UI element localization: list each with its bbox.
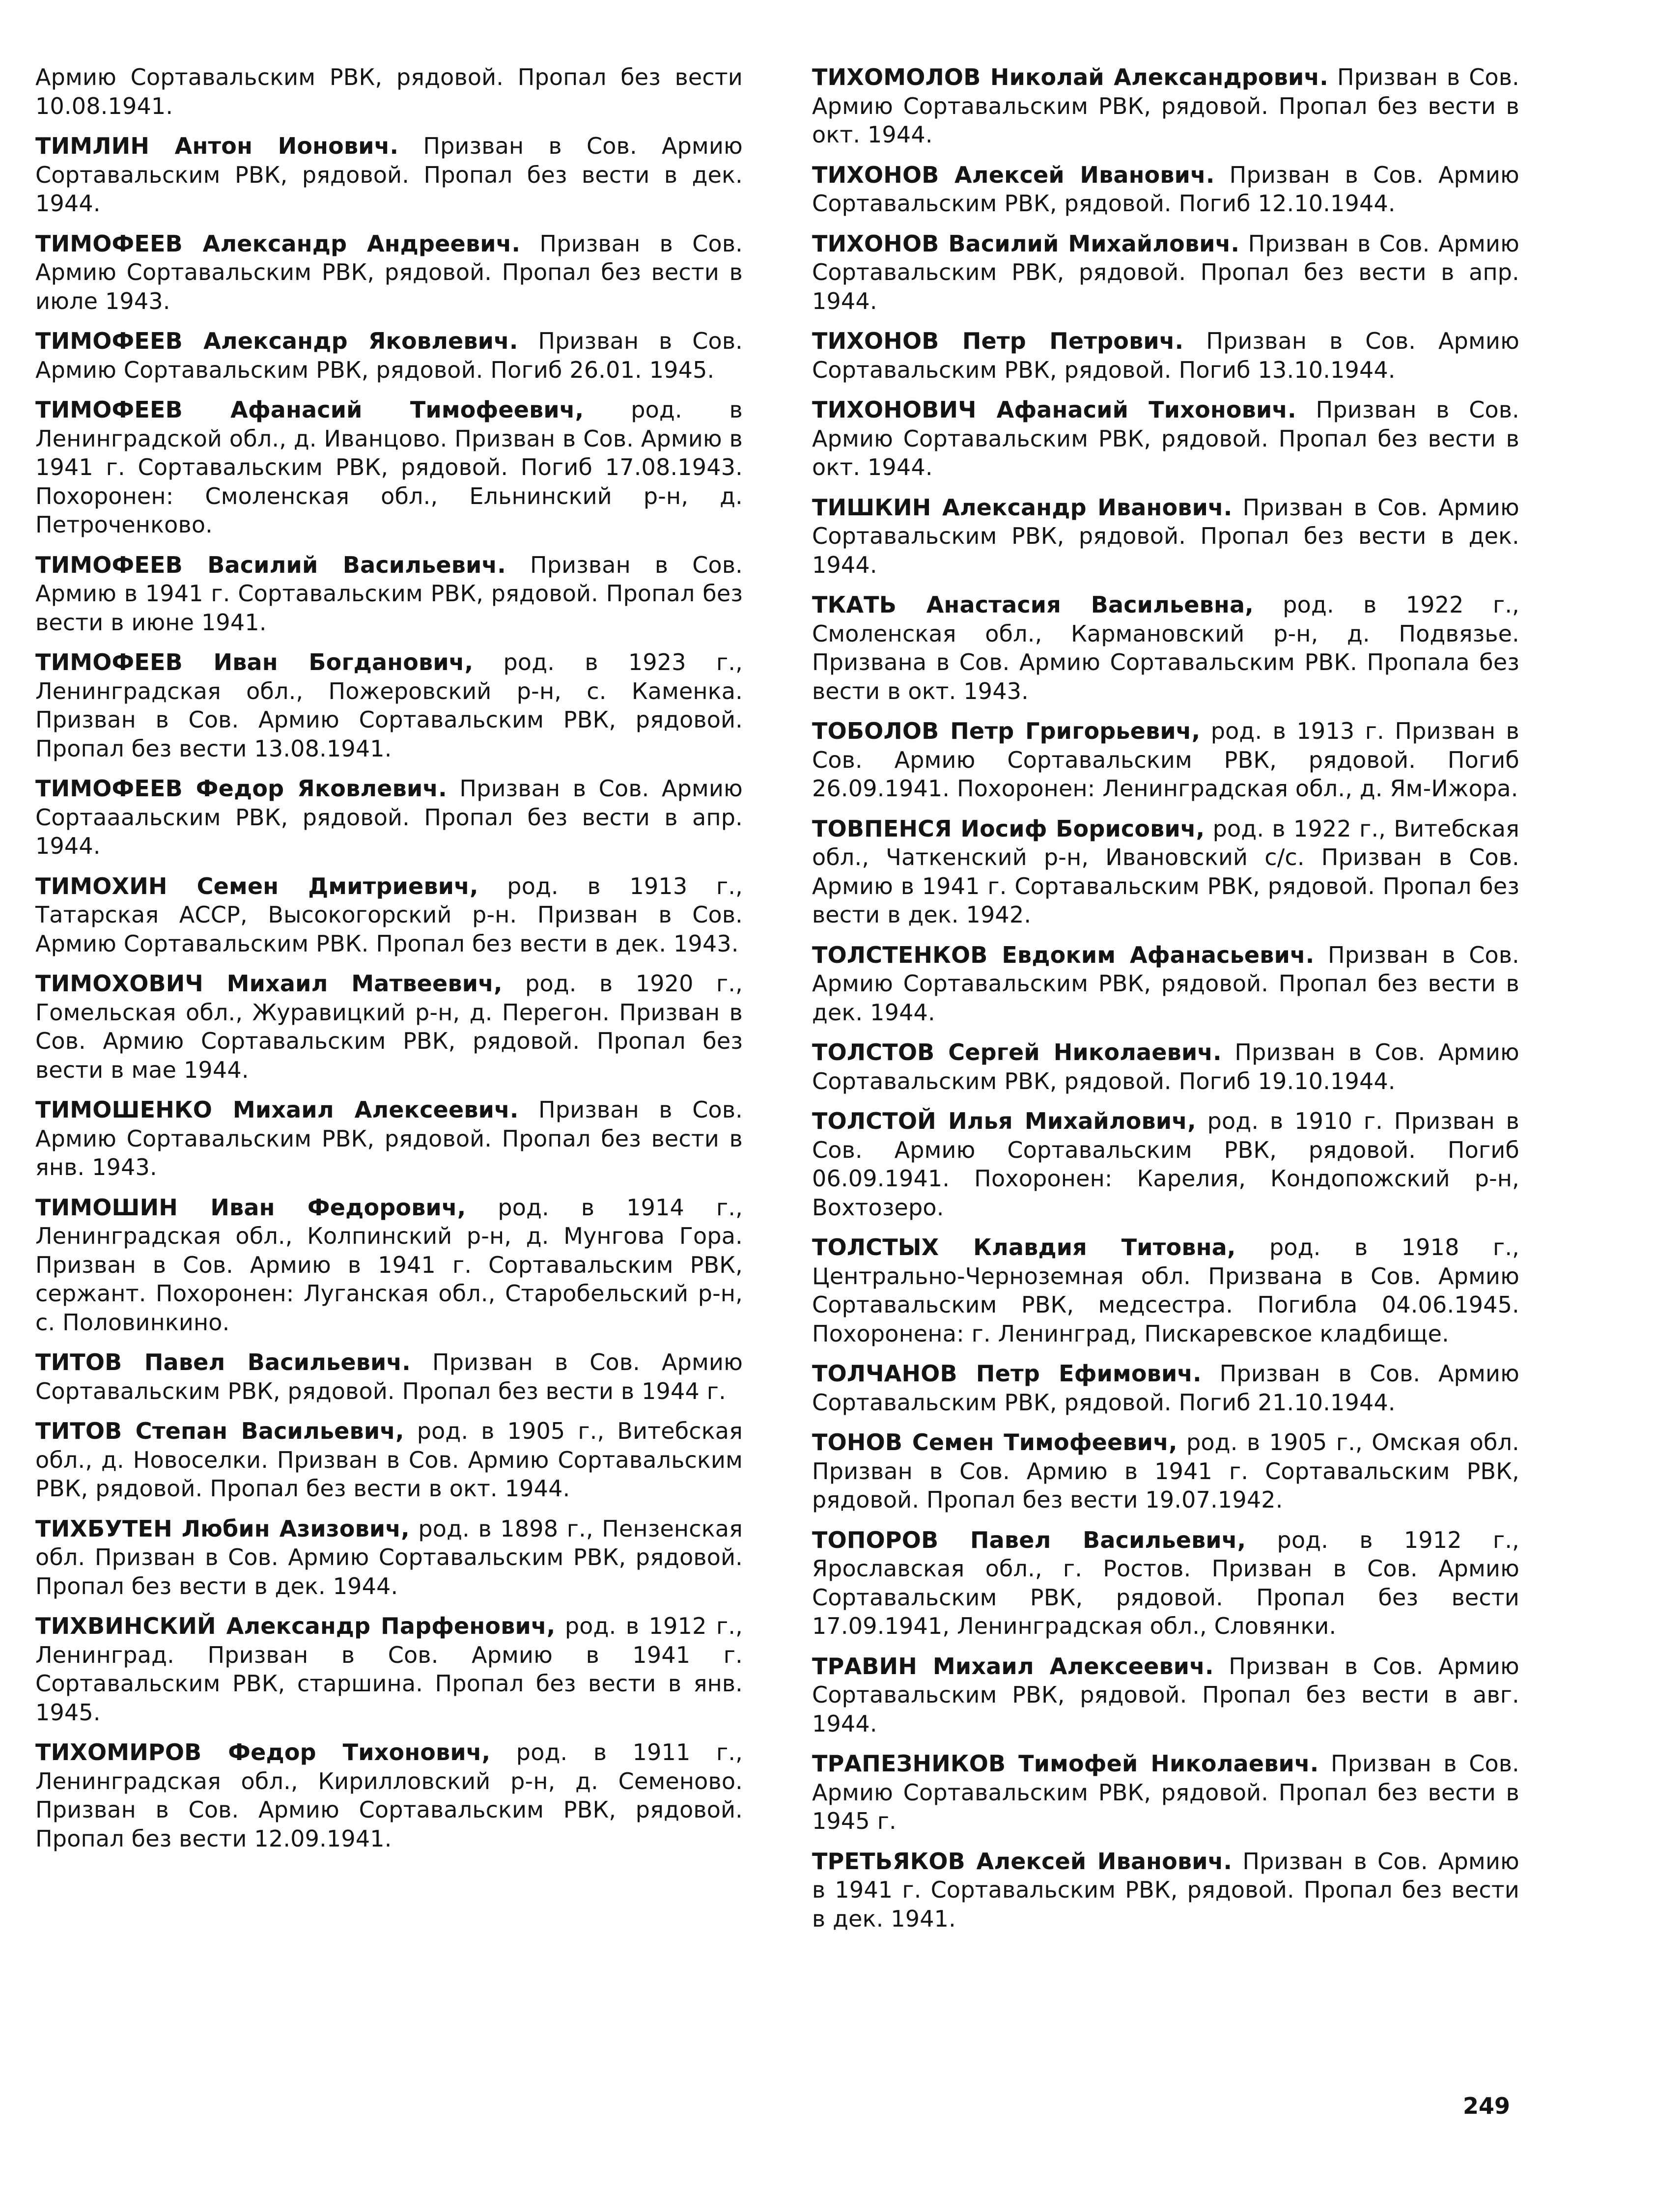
entry-text: Призван в Сов. Армию в 1941 г. Сортавальским РВК, рядовой. Пропал без вести в июне 1941. bbox=[35, 551, 743, 636]
entry-name: ТИШКИН Александр Иванович. bbox=[812, 494, 1233, 521]
entry-text: Призван в Сов. Армию Сортавальским РВК, рядовой. Пропал без вести в дек. 1944. bbox=[35, 133, 743, 217]
entry-text: Призван в Сов. Армию Сортавальским РВК, рядовой. Погиб 21.10.1944. bbox=[812, 1360, 1519, 1416]
entry-name: ТИТОВ Павел Васильевич. bbox=[35, 1349, 411, 1375]
entry bbox=[812, 1233, 1519, 1348]
entry-name: ТИМОХИН Семен Дмитриевич, bbox=[35, 872, 478, 899]
entry bbox=[35, 648, 743, 763]
entry bbox=[812, 493, 1519, 580]
entry-name: ТИМЛИН Антон Ионович. bbox=[35, 133, 399, 159]
entry bbox=[35, 1095, 743, 1182]
entry bbox=[812, 814, 1519, 929]
entry-name: ТОЛСТЫХ Клавдия Титовна, bbox=[812, 1234, 1236, 1260]
entry-name: ТИМОФЕЕВ Александр Андреевич. bbox=[35, 230, 521, 257]
entry-name: ТОЛСТЕНКОВ Евдоким Афанасьевич. bbox=[812, 941, 1315, 968]
entry bbox=[35, 63, 743, 120]
entry-name: ТОПОРОВ Павел Васильевич, bbox=[812, 1526, 1246, 1553]
entry bbox=[35, 872, 743, 958]
entry bbox=[35, 1348, 743, 1405]
entry-text: род. в 1912 г., Ярославская обл., г. Ростов. Призван в Сов. Армию Сортавальским РВК, рядовой. Пропал без вести 17.09.1941, Ленинградская обл., Словянки. bbox=[812, 1526, 1519, 1639]
entry-name: ТКАТЬ Анастасия Васильевна, bbox=[812, 591, 1254, 618]
entry bbox=[812, 717, 1519, 803]
right-column bbox=[812, 63, 1519, 1944]
entry bbox=[812, 1038, 1519, 1095]
entry-name: ТРАВИН Михаил Алексеевич. bbox=[812, 1652, 1214, 1680]
entry-name: ТОЛСТОВ Сергей Николаевич. bbox=[812, 1039, 1222, 1065]
entry-name: ТРЕТЬЯКОВ Алексей Иванович. bbox=[812, 1848, 1233, 1875]
entry-text: род. в 1913 г. Призван в Сов. Армию Сортавальским РВК, рядовой. Погиб 26.09.1941. Похоронен: Ленинградская обл., д. Ям-Ижора. bbox=[812, 718, 1519, 802]
entry-name: ТОЛЧАНОВ Петр Ефимович. bbox=[812, 1360, 1202, 1387]
entry-text: род. в 1920 г., Гомельская обл., Журавицкий р-н, д. Перегон. Призван в Сов. Армию Сортавальским РВК, рядовой. Пропал без вести в мае 1944. bbox=[35, 970, 743, 1083]
entry bbox=[35, 969, 743, 1084]
entry-text: род. в 1910 г. Призван в Сов. Армию Сортавальским РВК, рядовой. Погиб 06.09.1941. Похоронен: Карелия, Кондопожский р-н, Вохтозеро. bbox=[812, 1108, 1519, 1221]
entry-text: Призван в Сов. Армию Сортааальским РВК, рядовой. Пропал без вести в апр. 1944. bbox=[35, 775, 743, 859]
entry-text: Призван в Сов. Армию Сортавальским РВК, рядовой. Пропал без вести в дек. 1944. bbox=[812, 494, 1519, 578]
entry-text: род. в 1905 г., Омская обл. Призван в Сов. Армию в 1941 г. Сортавальским РВК, рядовой. Пропал без вести 19.07.1942. bbox=[812, 1429, 1519, 1513]
entry-name: ТИХВИНСКИЙ Александр Парфенович, bbox=[35, 1613, 556, 1639]
entry bbox=[35, 229, 743, 316]
entry-name: ТРАПЕЗНИКОВ Тимофей Николаевич. bbox=[812, 1750, 1319, 1777]
entry-name: ТИМОХОВИЧ Михаил Матвеевич, bbox=[35, 970, 503, 997]
entry-name: ТИТОВ Степан Васильевич, bbox=[35, 1418, 404, 1444]
entry-text: Призван в Сов. Армию Сортавальским РВК, рядовой. Пропал без вести в янв. 1943. bbox=[35, 1096, 743, 1180]
entry bbox=[812, 1749, 1519, 1836]
entry bbox=[35, 1738, 743, 1853]
entry bbox=[812, 1526, 1519, 1641]
entry-text: род. в 1912 г., Ленинград. Призван в Сов. Армию в 1941 г. Сортавальским РВК, старшина. Пропал без вести в янв. 1945. bbox=[35, 1613, 743, 1726]
entry-name: ТОВПЕНСЯ Иосиф Борисович, bbox=[812, 815, 1205, 842]
entry-name: ТИМОФЕЕВ Афанасий Тимофеевич, bbox=[35, 396, 584, 423]
entry bbox=[35, 395, 743, 539]
entry bbox=[35, 551, 743, 637]
entry-text: род. в 1918 г., Центрально-Черноземная обл. Призвана в Сов. Армию Сортавальским РВК, медсестра. Погибла 04.06.1945. Похоронена: г. Ленинград, Пискаревское кладбище. bbox=[812, 1234, 1519, 1347]
entry bbox=[812, 63, 1519, 149]
entry bbox=[35, 1417, 743, 1503]
entry-name: ТИМОШЕНКО Михаил Алексеевич. bbox=[35, 1096, 519, 1123]
entry-text: Призван в Сов. Армию Сортавальским РВК, рядовой. Пропал без вести в авг. 1944. bbox=[812, 1652, 1519, 1737]
entry-text: Призван в Сов. Армию Сортавальским РВК, рядовой. Погиб 26.01. 1945. bbox=[35, 328, 743, 383]
entry-text: Армию Сортавальским РВК, рядовой. Пропал без вести 10.08.1941. bbox=[35, 64, 743, 119]
entry-name: ТИХОНОВ Алексей Иванович. bbox=[812, 161, 1215, 188]
entry-name: ТИХОНОВ Василий Михайлович. bbox=[812, 230, 1240, 257]
entry bbox=[812, 590, 1519, 705]
entry bbox=[35, 1514, 743, 1601]
entry-text: Призван в Сов. Армию в 1941 г. Сортавальским РВК, рядовой. Пропал без вести в дек. 1941. bbox=[812, 1848, 1519, 1932]
entry bbox=[812, 1847, 1519, 1933]
entry-text: род. в 1922 г., Витебская обл., Чаткенский р-н, Ивановский с/с. Призван в Сов. Армию в 1941 г. Сортавальским РВК, рядовой. Пропал без вести в дек. 1942. bbox=[812, 815, 1519, 928]
entry-name: ТИМОФЕЕВ Федор Яковлевич. bbox=[35, 775, 447, 802]
entry bbox=[35, 327, 743, 384]
entry-name: ТИХБУТЕН Любин Азизович, bbox=[35, 1515, 410, 1542]
entry-name: ТОБОЛОВ Петр Григорьевич, bbox=[812, 718, 1201, 744]
entry bbox=[35, 1612, 743, 1727]
entry-text: Призван в Сов. Армию Сортавальским РВК, рядовой. Пропал без вести в 1944 г. bbox=[35, 1349, 743, 1404]
entry-text: род. в 1898 г., Пензенская обл. Призван в Сов. Армию Сортавальским РВК, рядовой. Пропал без вести в дек. 1944. bbox=[35, 1515, 743, 1599]
entry-name: ТОЛСТОЙ Илья Михайлович, bbox=[812, 1108, 1196, 1134]
entry-text: род. в 1913 г., Татарская АССР, Высокогорский р-н. Призван в Сов. Армию Сортавальским РВК. Пропал без вести в дек. 1943. bbox=[35, 872, 743, 957]
entry-text: род. в 1922 г., Смоленская обл., Кармановский р-н, д. Подвязье. Призвана в Сов. Армию Сортавальским РВК. Пропала без вести в окт. 1943. bbox=[812, 591, 1519, 704]
entry-text: Призван в Сов. Армию Сортавальским РВК, рядовой. Пропал без вести в окт. 1944. bbox=[812, 64, 1519, 148]
entry-text: Призван в Сов. Армию Сортавальским РВК, рядовой. Пропал без вести в дек. 1944. bbox=[812, 941, 1519, 1026]
entry bbox=[812, 1652, 1519, 1738]
entry-text: род. в 1914 г., Ленинградская обл., Колпинский р-н, д. Мунгова Гора. Призван в Сов. Армию в 1941 г. Сортавальским РВК, сержант. Похоронен: Луганская обл., Старобельский р-н, с. Половинкино. bbox=[35, 1194, 743, 1336]
entry-text: Призван в Сов. Армию Сортавальским РВК, рядовой. Погиб 12.10.1944. bbox=[812, 161, 1519, 217]
entry bbox=[812, 161, 1519, 218]
page-number: 249 bbox=[1463, 2093, 1511, 2119]
entry bbox=[35, 774, 743, 861]
entry-text: Призван в Сов. Армию Сортавальским РВК, рядовой. Пропал без вести в окт. 1944. bbox=[812, 396, 1519, 480]
entry-text: Призван в Сов. Армию Сортавальским РВК, рядовой. Погиб 13.10.1944. bbox=[812, 328, 1519, 383]
entry-text: Призван в Сов. Армию Сортавальским РВК, рядовой. Пропал без вести в апр. 1944. bbox=[812, 230, 1519, 314]
entry bbox=[812, 327, 1519, 384]
entry bbox=[812, 1107, 1519, 1222]
entry-name: ТИМОФЕЕВ Александр Яковлевич. bbox=[35, 328, 518, 354]
entry-text: род. в 1923 г., Ленинградская обл., Пожеровский р-н, с. Каменка. Призван в Сов. Армию Сортавальским РВК, рядовой. Пропал без вести 13.08.1941. bbox=[35, 649, 743, 762]
entry bbox=[812, 229, 1519, 316]
entry bbox=[35, 1193, 743, 1337]
entry-name: ТИХОНОВ Петр Петрович. bbox=[812, 328, 1184, 354]
entry-name: ТИХОНОВИЧ Афанасий Тихонович. bbox=[812, 396, 1296, 423]
entry bbox=[812, 1359, 1519, 1417]
entry-name: ТОНОВ Семен Тимофеевич, bbox=[812, 1429, 1177, 1456]
entry bbox=[35, 132, 743, 218]
entry-name: ТИМОФЕЕВ Иван Богданович, bbox=[35, 649, 474, 675]
entry-text: род. в 1911 г., Ленинградская обл., Кирилловский р-н, д. Семеново. Призван в Сов. Армию Сортавальским РВК, рядовой. Пропал без вести 12.09.1941. bbox=[35, 1739, 743, 1852]
entry-text: Призван в Сов. Армию Сортавальским РВК, рядовой. Пропал без вести в июле 1943. bbox=[35, 230, 743, 314]
entry bbox=[812, 941, 1519, 1027]
entry-name: ТИМОШИН Иван Федорович, bbox=[35, 1194, 466, 1221]
entry-name: ТИМОФЕЕВ Василий Васильевич. bbox=[35, 551, 506, 578]
entry-name: ТИХОМИРОВ Федор Тихонович, bbox=[35, 1739, 491, 1765]
entry-text: Призван в Сов. Армию Сортавальским РВК, рядовой. Пропал без вести в 1945 г. bbox=[812, 1750, 1519, 1834]
entry-text: род. в 1905 г., Витебская обл., д. Новоселки. Призван в Сов. Армию Сортавальским РВК, рядовой. Пропал без вести в окт. 1944. bbox=[35, 1418, 743, 1502]
entry-text: Призван в Сов. Армию Сортавальским РВК, рядовой. Погиб 19.10.1944. bbox=[812, 1039, 1519, 1094]
entry bbox=[812, 395, 1519, 482]
entry bbox=[812, 1428, 1519, 1514]
entry-name: ТИХОМОЛОВ Николай Александрович. bbox=[812, 64, 1328, 90]
entry-text: род. в Ленинградской обл., д. Иванцово. Призван в Сов. Армию в 1941 г. Сортавальским РВК, рядовой. Погиб 17.08.1943. Похоронен: Смоленская обл., Ельнинский р-н, д. Петроченково. bbox=[35, 396, 743, 538]
left-column bbox=[35, 63, 743, 1864]
